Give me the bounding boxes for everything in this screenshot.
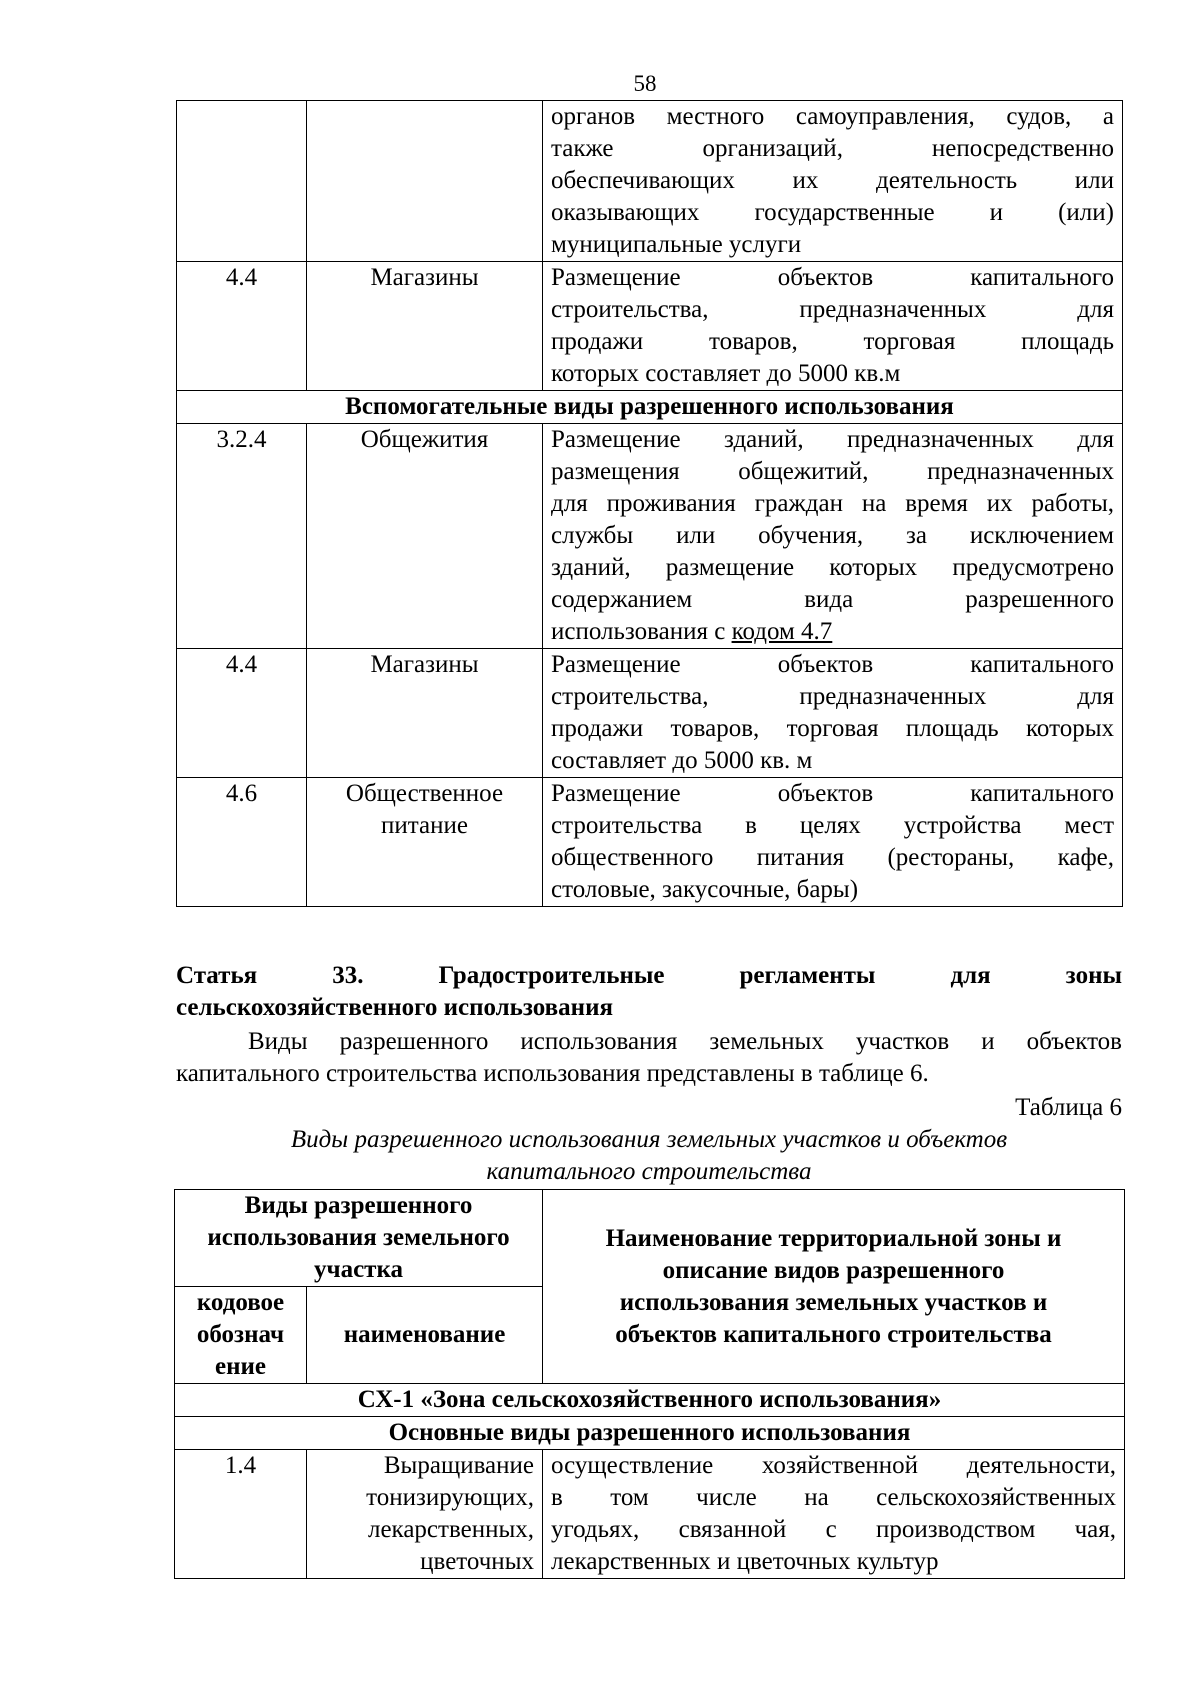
- description-cell: Размещение зданий, предназначенных для размещения общежитий, предназначенных для проживания граждан на время их работы, службы или обучения, за исключением зданий, размещение которых предусмотрено содержанием вида разрешенного использования с кодом 4.7: [543, 424, 1123, 649]
- table-row: [177, 424, 1123, 649]
- land-use-table-6: [174, 1189, 1125, 1579]
- description-cell: Размещение объектов капитального строительства в целях устройства мест общественного питания (рестораны, кафе, столовые, закусочные, бары): [543, 778, 1123, 907]
- header-code-cell: кодовое обознач ение: [175, 1287, 307, 1384]
- header-name-cell: наименование: [307, 1287, 543, 1384]
- table-row: [177, 778, 1123, 907]
- article-heading: Статья 33. Градостроительные регламенты для зоны сельскохозяйственного использования: [176, 962, 1122, 1021]
- code-cell: 3.2.4: [177, 424, 307, 649]
- code-reference-link[interactable]: кодом 4.7: [731, 618, 833, 645]
- table-row: [177, 262, 1123, 391]
- table-row: [177, 649, 1123, 778]
- code-cell: 4.6: [177, 778, 307, 907]
- code-cell: 4.4: [177, 649, 307, 778]
- zone-row: [175, 1384, 1125, 1417]
- table-label: Таблица 6: [1015, 1094, 1122, 1121]
- description-cell: осуществление хозяйственной деятельности, в том числе на сельскохозяйственных угодьях, связанной с производством чая, лекарственных и цветочных культур: [543, 1450, 1125, 1579]
- code-cell: 4.4: [177, 262, 307, 391]
- section-row: [175, 1417, 1125, 1450]
- header-description-cell: Наименование территориальной зоны и описание видов разрешенного использования земельных участков и объектов капитального строительства: [543, 1190, 1125, 1384]
- code-cell: [177, 101, 307, 262]
- page-number: 58: [633, 71, 657, 96]
- zone-heading: СХ-1 «Зона сельскохозяйственного использования»: [175, 1384, 1125, 1417]
- name-cell: Магазины: [307, 649, 543, 778]
- section-heading: Вспомогательные виды разрешенного использования: [177, 391, 1123, 424]
- name-cell: [307, 101, 543, 262]
- table-row: [175, 1450, 1125, 1579]
- code-cell: 1.4: [175, 1450, 307, 1579]
- article-paragraph: Виды разрешенного использования земельных участков и объектов капитального строительства использования представлены в таблице 6.: [176, 1028, 1122, 1087]
- name-cell: Общественное питание: [307, 778, 543, 907]
- description-cell: органов местного самоуправления, судов, а также организаций, непосредственно обеспечивающих их деятельность или оказывающих государственные и (или) муниципальные услуги: [543, 101, 1123, 262]
- section-row: [177, 391, 1123, 424]
- description-cell: Размещение объектов капитального строительства, предназначенных для продажи товаров, торговая площадь которых составляет до 5000 кв. м: [543, 649, 1123, 778]
- name-cell: Общежития: [307, 424, 543, 649]
- table-caption: Виды разрешенного использования земельных участков и объектов капитального строительства: [290, 1126, 1008, 1185]
- table-row: [177, 101, 1123, 262]
- description-cell: Размещение объектов капитального строительства, предназначенных для продажи товаров, торговая площадь которых составляет до 5000 кв.м: [543, 262, 1123, 391]
- name-cell: Магазины: [307, 262, 543, 391]
- section-heading: Основные виды разрешенного использования: [175, 1417, 1125, 1450]
- header-row: [175, 1190, 1125, 1287]
- land-use-table-continued: [176, 100, 1123, 907]
- header-group-cell: Виды разрешенного использования земельного участка: [175, 1190, 543, 1287]
- name-cell: Выращивание тонизирующих, лекарственных, цветочных: [307, 1450, 543, 1579]
